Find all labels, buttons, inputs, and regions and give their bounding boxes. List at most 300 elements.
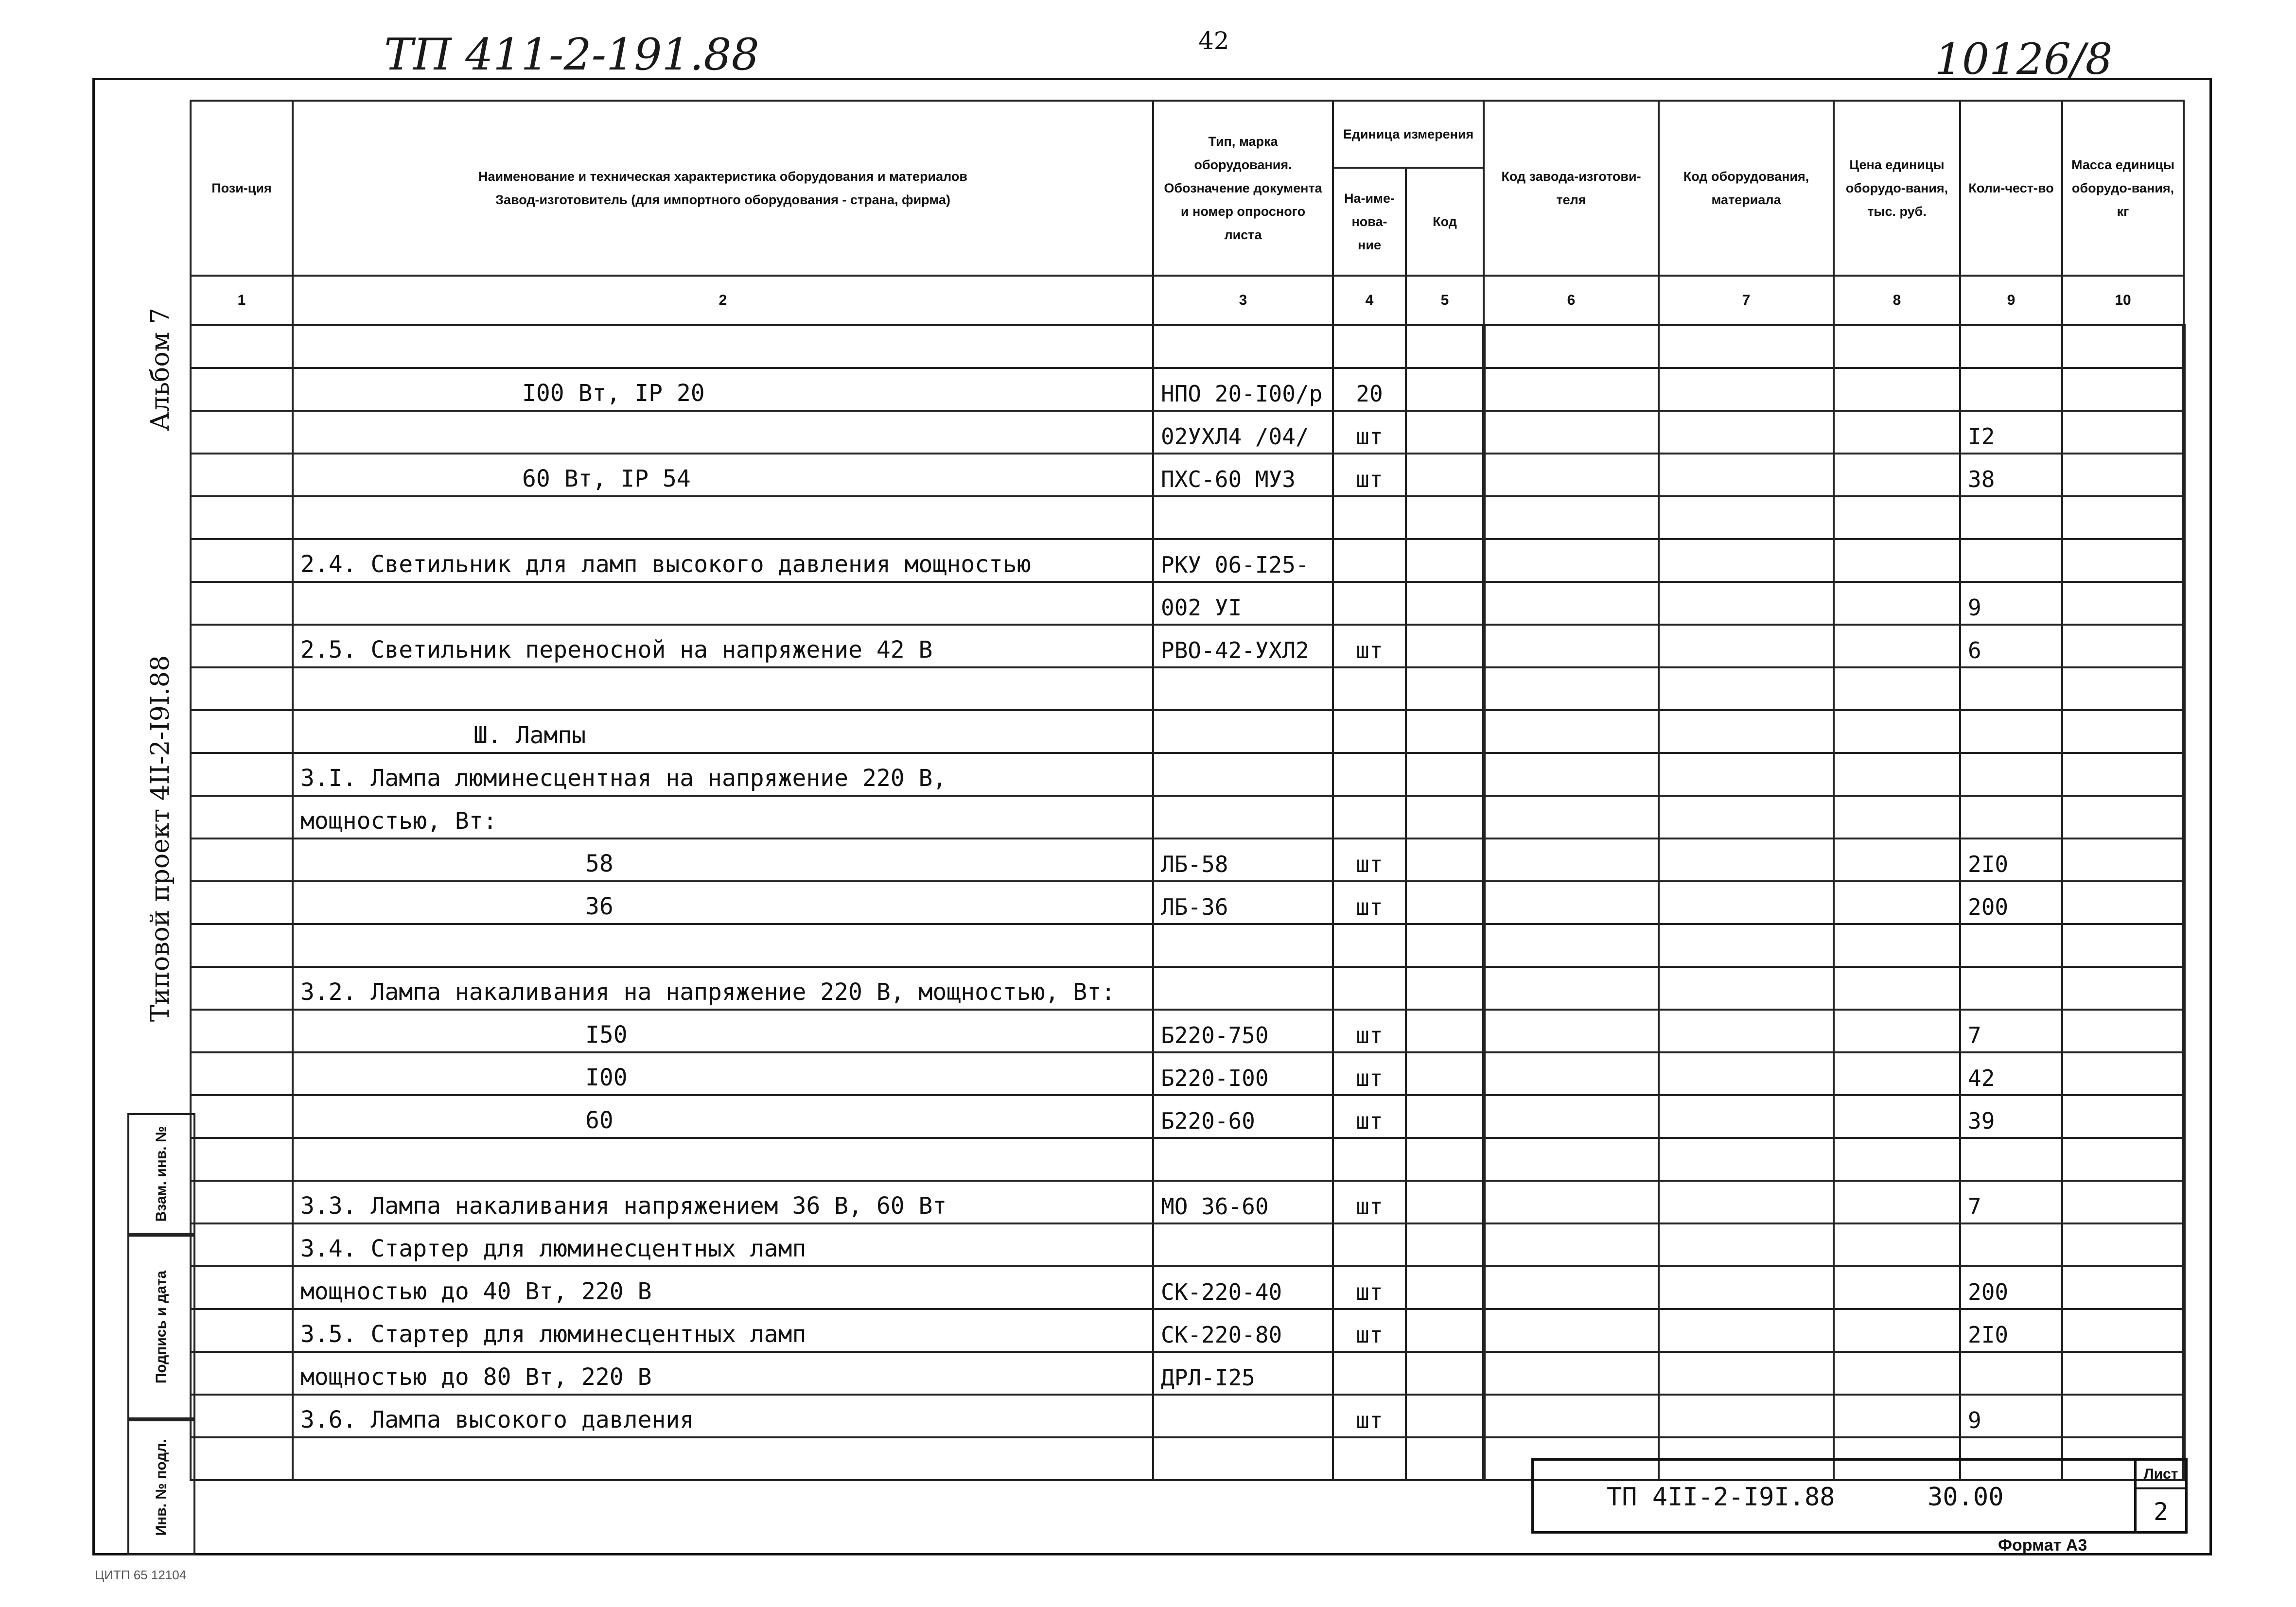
table-row — [191, 1181, 2184, 1223]
cell-empty — [1659, 1138, 1834, 1181]
cell-empty — [1659, 1223, 1834, 1266]
cell-unit — [1333, 325, 1406, 368]
cell-name: 3.6. Лампа высокого давления — [293, 1395, 1153, 1437]
cell-empty — [1484, 1052, 1659, 1095]
cell-empty — [1834, 1181, 1960, 1223]
cell-unit — [1333, 710, 1406, 753]
header-plant-code: Код завода-изготови-теля — [1484, 101, 1659, 276]
cell-empty — [2062, 625, 2184, 667]
cell-empty — [191, 710, 293, 753]
cell-empty — [1484, 1010, 1659, 1052]
cell-quantity: 200 — [1960, 1266, 2062, 1309]
table-row — [191, 753, 2184, 796]
header-name — [293, 101, 1153, 276]
stamp-label-vzam-inv: Взам. инв. № — [153, 1126, 169, 1222]
cell-empty — [1406, 454, 1484, 496]
cell-unit: шт — [1333, 1095, 1406, 1138]
cell-name: 3.3. Лампа накаливания напряжением 36 В, 60 Вт — [293, 1181, 1153, 1223]
cell-type — [1153, 710, 1333, 753]
cell-type: ПХС-60 МУЗ — [1153, 454, 1333, 496]
format-label: Формат А3 — [1998, 1536, 2087, 1555]
sheet-label: Лист — [2137, 1461, 2185, 1489]
cell-quantity: 2I0 — [1960, 1309, 2062, 1352]
cell-empty — [2062, 368, 2184, 411]
cell-empty — [191, 667, 293, 710]
cell-empty — [1484, 753, 1659, 796]
stamp-cell-sign-date — [127, 1235, 195, 1419]
cell-unit — [1333, 1138, 1406, 1181]
cell-empty — [1659, 1052, 1834, 1095]
table-row — [191, 710, 2184, 753]
cell-empty — [1834, 625, 1960, 667]
cell-empty — [1834, 1309, 1960, 1352]
cell-type: 002 УI — [1153, 582, 1333, 625]
cell-unit: шт — [1333, 1010, 1406, 1052]
cell-empty — [2062, 796, 2184, 838]
table-row — [191, 967, 2184, 1010]
cell-empty — [1834, 539, 1960, 582]
table-row — [191, 838, 2184, 881]
cell-empty — [1406, 1223, 1484, 1266]
cell-type — [1153, 796, 1333, 838]
cell-quantity — [1960, 368, 2062, 411]
cell-empty — [191, 924, 293, 967]
cell-quantity — [1960, 667, 2062, 710]
cell-empty — [1834, 1352, 1960, 1395]
cell-empty — [191, 753, 293, 796]
cell-empty — [1659, 924, 1834, 967]
cell-empty — [1484, 1266, 1659, 1309]
cell-empty — [1484, 667, 1659, 710]
table-row — [191, 1138, 2184, 1181]
table-row — [191, 582, 2184, 625]
cell-type — [1153, 496, 1333, 539]
cell-quantity — [1960, 1138, 2062, 1181]
cell-empty — [191, 796, 293, 838]
cell-name — [293, 411, 1153, 454]
cell-type: РВО-42-УХЛ2 — [1153, 625, 1333, 667]
cell-type — [1153, 924, 1333, 967]
cell-name: 60 — [293, 1095, 1153, 1138]
header-name-line1: Наименование и техническая характеристика оборудования и материалов — [478, 169, 968, 184]
cell-name — [293, 924, 1153, 967]
side-album-caption: Альбом 7 — [146, 308, 175, 431]
cell-name — [293, 1138, 1153, 1181]
cell-empty — [1659, 967, 1834, 1010]
cell-quantity — [1960, 710, 2062, 753]
cell-empty — [191, 1266, 293, 1309]
cell-empty — [2062, 582, 2184, 625]
header-unit-code: Код — [1406, 168, 1484, 276]
cell-type — [1153, 1437, 1333, 1480]
cell-unit — [1333, 1352, 1406, 1395]
cell-empty — [191, 411, 293, 454]
cell-empty — [2062, 1010, 2184, 1052]
cell-name — [293, 582, 1153, 625]
cell-empty — [1406, 539, 1484, 582]
cell-type: МО 36-60 — [1153, 1181, 1333, 1223]
cell-empty — [1484, 710, 1659, 753]
cell-empty — [1834, 368, 1960, 411]
cell-empty — [1659, 1309, 1834, 1352]
cell-empty — [1406, 325, 1484, 368]
cell-quantity: 7 — [1960, 1010, 2062, 1052]
header-type: Тип, марка оборудования. Обозначение документа и номер опросного листа — [1153, 101, 1333, 276]
cell-empty — [1834, 967, 1960, 1010]
cell-quantity: 39 — [1960, 1095, 2062, 1138]
cell-unit — [1333, 582, 1406, 625]
cell-empty — [1834, 710, 1960, 753]
cell-empty — [2062, 1309, 2184, 1352]
cell-empty — [191, 368, 293, 411]
cell-type: СК-220-80 — [1153, 1309, 1333, 1352]
col-number: 9 — [1960, 276, 2062, 325]
cell-unit — [1333, 496, 1406, 539]
cell-empty — [1484, 796, 1659, 838]
cell-unit: шт — [1333, 1309, 1406, 1352]
specification-table — [190, 100, 2186, 1481]
cell-empty — [1406, 1395, 1484, 1437]
cell-name — [293, 667, 1153, 710]
table-row — [191, 796, 2184, 838]
cell-unit: шт — [1333, 625, 1406, 667]
cell-empty — [1659, 539, 1834, 582]
cell-empty — [1484, 1095, 1659, 1138]
cell-empty — [1484, 582, 1659, 625]
cell-name: мощностью до 80 Вт, 220 В — [293, 1352, 1153, 1395]
cell-empty — [2062, 1181, 2184, 1223]
header-mass: Масса единицы оборудо-вания, кг — [2062, 101, 2184, 276]
cell-empty — [1834, 1052, 1960, 1095]
cell-quantity — [1960, 924, 2062, 967]
cell-empty — [1406, 881, 1484, 924]
header-price: Цена единицы оборудо-вания, тыс. руб. — [1834, 101, 1960, 276]
cell-empty — [2062, 1223, 2184, 1266]
sheet-box — [2134, 1458, 2188, 1534]
cell-quantity — [1960, 967, 2062, 1010]
cell-type — [1153, 1395, 1333, 1437]
stamp-cell-inv-podl — [127, 1419, 195, 1555]
table-row — [191, 924, 2184, 967]
cell-empty — [1484, 1309, 1659, 1352]
cell-empty — [1834, 1138, 1960, 1181]
cell-quantity — [1960, 796, 2062, 838]
cell-empty — [1484, 1138, 1659, 1181]
header-name-line2: Завод-изготовитель (для импортного оборудования - страна, фирма) — [495, 192, 950, 207]
cell-empty — [2062, 881, 2184, 924]
cell-empty — [2062, 1352, 2184, 1395]
cell-type — [1153, 1138, 1333, 1181]
cell-empty — [1834, 881, 1960, 924]
cell-empty — [191, 1181, 293, 1223]
cell-quantity — [1960, 496, 2062, 539]
cell-quantity: 200 — [1960, 881, 2062, 924]
cell-empty — [1659, 582, 1834, 625]
handwritten-archive-number: 10126/8 — [1935, 34, 2113, 84]
table-row — [191, 1010, 2184, 1052]
cell-name: 60 Вт, IP 54 — [293, 454, 1153, 496]
cell-empty — [1659, 368, 1834, 411]
cell-unit — [1333, 753, 1406, 796]
cell-empty — [191, 539, 293, 582]
cell-empty — [1834, 796, 1960, 838]
table-row — [191, 1095, 2184, 1138]
header-quantity: Коли-чест-во — [1960, 101, 2062, 276]
cell-empty — [1406, 667, 1484, 710]
cell-empty — [1484, 411, 1659, 454]
cell-unit: 20 — [1333, 368, 1406, 411]
cell-empty — [191, 1052, 293, 1095]
cell-empty — [1406, 1138, 1484, 1181]
cell-name: 2.5. Светильник переносной на напряжение 42 В — [293, 625, 1153, 667]
cell-unit: шт — [1333, 1395, 1406, 1437]
cell-empty — [1406, 1266, 1484, 1309]
cell-empty — [1659, 667, 1834, 710]
table-row — [191, 1352, 2184, 1395]
cell-empty — [1659, 710, 1834, 753]
cell-empty — [191, 1138, 293, 1181]
col-number: 4 — [1333, 276, 1406, 325]
cell-empty — [1406, 1437, 1484, 1480]
cell-empty — [191, 1010, 293, 1052]
cell-empty — [1406, 924, 1484, 967]
cell-unit: шт — [1333, 881, 1406, 924]
cell-empty — [1484, 924, 1659, 967]
cell-empty — [1406, 710, 1484, 753]
col-number: 10 — [2062, 276, 2184, 325]
cell-name: мощностью, Вт: — [293, 796, 1153, 838]
cell-empty — [1484, 454, 1659, 496]
cell-unit — [1333, 1437, 1406, 1480]
cell-empty — [2062, 838, 2184, 881]
cell-quantity — [1960, 539, 2062, 582]
cell-empty — [2062, 1095, 2184, 1138]
cell-unit — [1333, 967, 1406, 1010]
cell-empty — [1406, 838, 1484, 881]
cell-empty — [191, 454, 293, 496]
cell-type: Б220-60 — [1153, 1095, 1333, 1138]
cell-empty — [1834, 1223, 1960, 1266]
table-row — [191, 454, 2184, 496]
cell-unit — [1333, 667, 1406, 710]
cell-empty — [2062, 411, 2184, 454]
cell-name: 3.4. Стартер для люминесцентных ламп — [293, 1223, 1153, 1266]
cell-name: 58 — [293, 838, 1153, 881]
cell-empty — [1406, 368, 1484, 411]
cell-quantity: 7 — [1960, 1181, 2062, 1223]
cell-empty — [1834, 582, 1960, 625]
cell-type: Б220-I00 — [1153, 1052, 1333, 1095]
cell-quantity — [1960, 325, 2062, 368]
cell-empty — [1659, 1010, 1834, 1052]
cell-empty — [1406, 411, 1484, 454]
cell-empty — [1406, 496, 1484, 539]
cell-name: Ш. Лампы — [293, 710, 1153, 753]
cell-empty — [191, 1352, 293, 1395]
cell-empty — [1659, 625, 1834, 667]
page-number: 42 — [1198, 27, 1229, 55]
table-row — [191, 1309, 2184, 1352]
cell-empty — [1406, 1181, 1484, 1223]
cell-type: СК-220-40 — [1153, 1266, 1333, 1309]
cell-empty — [191, 1309, 293, 1352]
cell-type: Б220-750 — [1153, 1010, 1333, 1052]
cell-empty — [2062, 325, 2184, 368]
cell-empty — [191, 1395, 293, 1437]
cell-empty — [1834, 924, 1960, 967]
cell-empty — [1834, 454, 1960, 496]
cell-empty — [2062, 539, 2184, 582]
cell-type: РКУ 06-I25- — [1153, 539, 1333, 582]
header-position: Пози-ция — [191, 101, 293, 276]
table-row — [191, 1223, 2184, 1266]
cell-empty — [191, 325, 293, 368]
cell-empty — [1659, 1395, 1834, 1437]
cell-empty — [1484, 1223, 1659, 1266]
cell-name: 36 — [293, 881, 1153, 924]
cell-empty — [1659, 838, 1834, 881]
cell-type — [1153, 1223, 1333, 1266]
cell-empty — [1406, 1352, 1484, 1395]
cell-empty — [1659, 496, 1834, 539]
cell-empty — [1834, 1395, 1960, 1437]
cell-empty — [1834, 838, 1960, 881]
title-block-code: ТП 4II-2-I9I.88 — [1607, 1483, 1835, 1512]
cell-empty — [2062, 924, 2184, 967]
cell-empty — [1659, 454, 1834, 496]
cell-unit: шт — [1333, 411, 1406, 454]
cell-unit: шт — [1333, 1181, 1406, 1223]
table-row — [191, 325, 2184, 368]
cell-unit — [1333, 1223, 1406, 1266]
cell-empty — [191, 625, 293, 667]
cell-quantity — [1960, 1352, 2062, 1395]
col-number: 7 — [1659, 276, 1834, 325]
cell-empty — [1834, 411, 1960, 454]
table-row — [191, 881, 2184, 924]
cell-empty — [1659, 1181, 1834, 1223]
cell-empty — [1484, 881, 1659, 924]
cell-empty — [1834, 667, 1960, 710]
cell-name: 3.I. Лампа люминесцентная на напряжение 220 В, — [293, 753, 1153, 796]
cell-empty — [1484, 625, 1659, 667]
table-row — [191, 539, 2184, 582]
cell-type — [1153, 967, 1333, 1010]
table-row — [191, 368, 2184, 411]
col-number: 8 — [1834, 276, 1960, 325]
table-row — [191, 1395, 2184, 1437]
cell-empty — [2062, 967, 2184, 1010]
cell-empty — [191, 1437, 293, 1480]
cell-empty — [1484, 1181, 1659, 1223]
cell-type: ЛБ-36 — [1153, 881, 1333, 924]
cell-type — [1153, 753, 1333, 796]
table-row — [191, 667, 2184, 710]
cell-name: 3.5. Стартер для люминесцентных ламп — [293, 1309, 1153, 1352]
col-number: 5 — [1406, 276, 1484, 325]
cell-empty — [1484, 368, 1659, 411]
table-row — [191, 1052, 2184, 1095]
cell-empty — [191, 838, 293, 881]
cell-empty — [1406, 967, 1484, 1010]
cell-quantity: 9 — [1960, 1395, 2062, 1437]
table-row — [191, 496, 2184, 539]
table-row — [191, 625, 2184, 667]
cell-empty — [1484, 967, 1659, 1010]
cell-unit — [1333, 796, 1406, 838]
cell-empty — [1834, 325, 1960, 368]
stamp-cell-vzam-inv — [127, 1113, 195, 1235]
title-block — [1531, 1458, 2188, 1534]
stamp-column — [127, 1113, 195, 1555]
cell-unit: шт — [1333, 454, 1406, 496]
cell-empty — [1406, 1010, 1484, 1052]
cell-empty — [191, 496, 293, 539]
cell-type: ДРЛ-I25 — [1153, 1352, 1333, 1395]
table-row — [191, 411, 2184, 454]
cell-quantity: 6 — [1960, 625, 2062, 667]
cell-empty — [191, 582, 293, 625]
cell-empty — [1834, 496, 1960, 539]
print-stamp-code: ЦИТП 65 12104 — [95, 1568, 187, 1582]
cell-empty — [2062, 1052, 2184, 1095]
cell-type — [1153, 325, 1333, 368]
cell-name: I00 Вт, IP 20 — [293, 368, 1153, 411]
cell-name: 3.2. Лампа накаливания на напряжение 220 В, мощностью, Вт: — [293, 967, 1153, 1010]
cell-empty — [1484, 325, 1659, 368]
stamp-label-inv-podl: Инв. № подл. — [153, 1439, 169, 1536]
cell-empty — [1659, 1266, 1834, 1309]
cell-unit — [1333, 924, 1406, 967]
header-equipment-code: Код оборудования, материала — [1659, 101, 1834, 276]
side-project-caption: Типовой проект 4II-2-I9I.88 — [146, 655, 175, 1022]
cell-empty — [191, 881, 293, 924]
sheet-number: 2 — [2153, 1498, 2169, 1526]
cell-name — [293, 1437, 1153, 1480]
cell-empty — [1834, 1095, 1960, 1138]
cell-type: 02УХЛ4 /04/ — [1153, 411, 1333, 454]
col-number: 2 — [293, 276, 1153, 325]
cell-empty — [1659, 325, 1834, 368]
cell-empty — [1659, 411, 1834, 454]
cell-empty — [1834, 753, 1960, 796]
cell-empty — [1406, 582, 1484, 625]
cell-empty — [1834, 1010, 1960, 1052]
cell-empty — [2062, 753, 2184, 796]
specification-body — [191, 325, 2184, 1480]
cell-quantity: 38 — [1960, 454, 2062, 496]
cell-quantity — [1960, 1223, 2062, 1266]
cell-empty — [191, 967, 293, 1010]
cell-empty — [1659, 1095, 1834, 1138]
stamp-label-sign-date: Подпись и дата — [153, 1270, 169, 1384]
cell-empty — [2062, 1395, 2184, 1437]
cell-empty — [1659, 881, 1834, 924]
cell-empty — [1406, 1309, 1484, 1352]
cell-quantity: I2 — [1960, 411, 2062, 454]
col-number: 3 — [1153, 276, 1333, 325]
cell-name — [293, 325, 1153, 368]
cell-quantity — [1960, 753, 2062, 796]
cell-empty — [1406, 753, 1484, 796]
cell-unit: шт — [1333, 1052, 1406, 1095]
cell-unit — [1333, 539, 1406, 582]
col-number: 6 — [1484, 276, 1659, 325]
cell-type: НПО 20-I00/р — [1153, 368, 1333, 411]
cell-empty — [1484, 1352, 1659, 1395]
cell-name: I50 — [293, 1010, 1153, 1052]
cell-empty — [1484, 1395, 1659, 1437]
